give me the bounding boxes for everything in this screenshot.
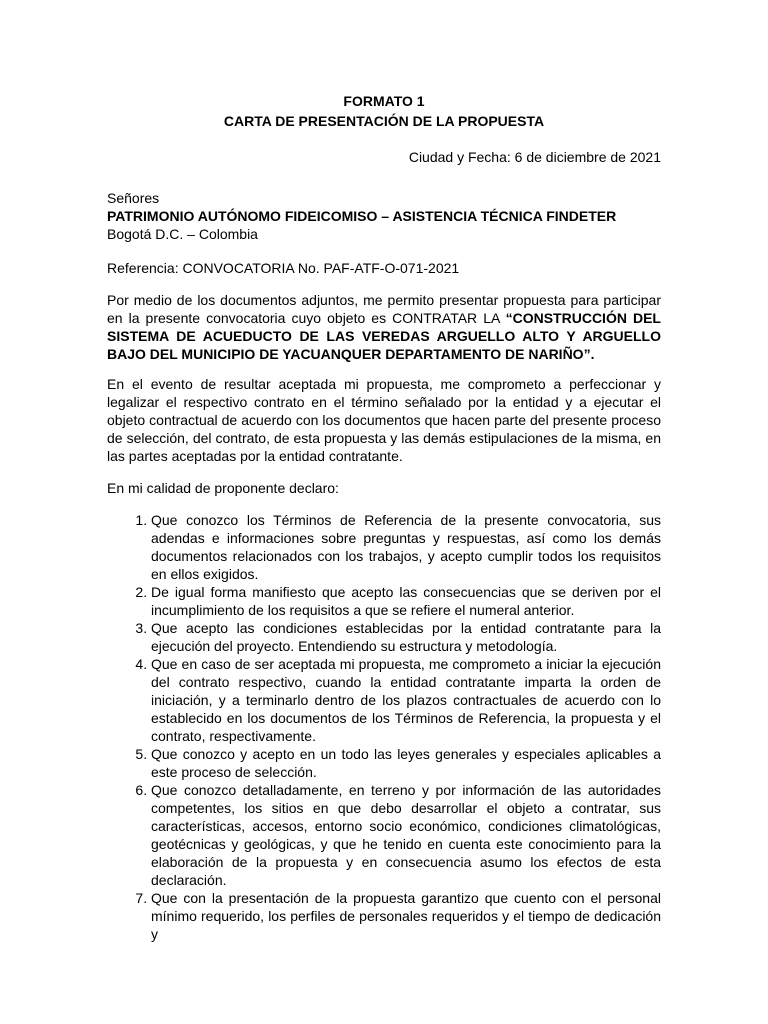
list-item: 5. Que conozco y acepto en un todo las leyes generales y especiales aplicables a este proceso de selección.: [151, 745, 661, 781]
reference-line: Referencia: CONVOCATORIA No. PAF-ATF-O-071-2021: [107, 260, 460, 276]
list-item: 3. Que acepto las condiciones establecidas por la entidad contratante para la ejecución del proyecto. Entendiendo su estructura y metodología.: [151, 619, 661, 655]
intro-text: Por medio de los documentos adjuntos, me permito presentar propuesta para participar en la presente convocatoria cuyo objeto es CONTRATAR LA: [107, 292, 661, 326]
list-item: 6. Que conozco detalladamente, en terreno y por información de las autoridades competentes, los sitios en que debo desarrollar el objeto a contratar, sus características, accesos, entorno socio económico, condiciones climatológicas, geotécnicas y geológicas, y que he tenido en cuenta este conocimiento para la elaboración de la propuesta y en consecuencia asumo los efectos de esta declaración.: [151, 781, 661, 889]
list-item: 2. De igual forma manifiesto que acepto las consecuencias que se deriven por el incumplimiento de los requisitos a que se refiere el numeral anterior.: [151, 583, 661, 619]
recipient-city: Bogotá D.C. – Colombia: [107, 226, 258, 242]
recipient-salutation: Señores: [107, 190, 160, 206]
declaration-intro: En mi calidad de proponente declaro:: [107, 480, 339, 496]
list-item: 1. Que conozco los Términos de Referencia de la presente convocatoria, sus adendas e informaciones sobre preguntas y respuestas, así como los demás documentos relacionados con los trabajos, y acepto cumplir todos los requisitos en ellos exigidos.: [151, 511, 661, 583]
intro-paragraph: [107, 291, 661, 363]
list-item: 4. Que en caso de ser aceptada mi propuesta, me comprometo a iniciar la ejecución del contrato respectivo, cuando la entidad contratante imparta la orden de iniciación, y a terminarlo dentro de los plazos contractuales de acuerdo con lo establecido en los documentos de los Términos de Referencia, la propuesta y el contrato, respectivamente.: [151, 655, 661, 745]
commitment-paragraph: En el evento de resultar aceptada mi propuesta, me comprometo a perfeccionar y legalizar el respectivo contrato en el término señalado por la entidad y a ejecutar el objeto contractual de acuerdo con los documentos que hacen parte del presente proceso de selección, del contrato, de esta propuesta y las demás estipulaciones de la misma, en las partes aceptadas por la entidad contratante.: [107, 376, 661, 464]
recipient-entity: PATRIMONIO AUTÓNOMO FIDEICOMISO – ASISTENCIA TÉCNICA FINDETER: [107, 208, 617, 224]
format-label: FORMATO 1: [343, 93, 425, 109]
document-title: CARTA DE PRESENTACIÓN DE LA PROPUESTA: [223, 113, 545, 129]
list-item: 7. Que con la presentación de la propuesta garantizo que cuento con el personal mínimo requerido, los perfiles de personales requeridos y el tiempo de dedicación y: [151, 889, 661, 943]
contract-object: “CONSTRUCCIÓN DEL SISTEMA DE ACUEDUCTO DE LAS VEREDAS ARGUELLO ALTO Y ARGUELLO BAJO DEL MUNICIPIO DE YACUANQUER DEPARTAMENTO DE NARIÑO”.: [107, 310, 661, 362]
document-page: [107, 84, 661, 943]
date-line: Ciudad y Fecha: 6 de diciembre de 2021: [408, 149, 661, 165]
declarations-list: [107, 511, 661, 943]
recipient-block: [107, 189, 661, 243]
